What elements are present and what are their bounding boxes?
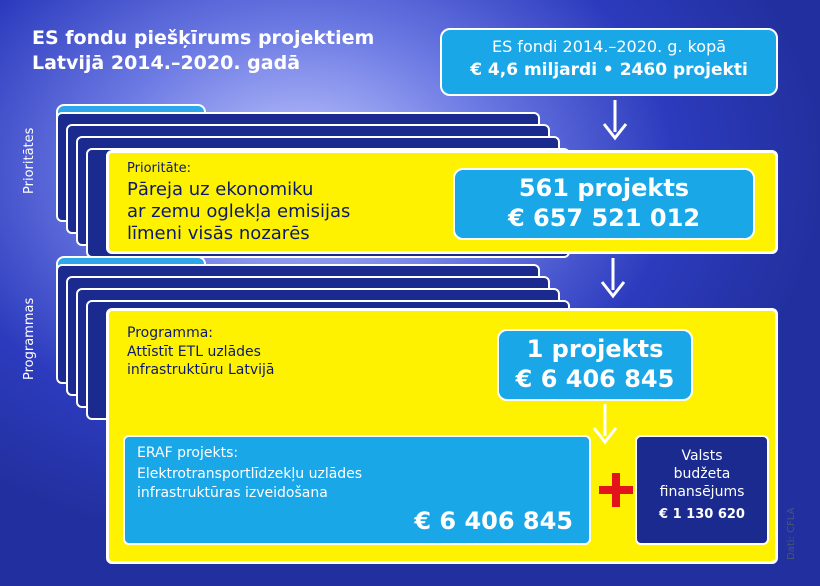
plus-icon — [597, 471, 635, 509]
eraf-amount: € 6 406 845 — [414, 507, 573, 535]
eraf-label: ERAF projekts: — [137, 445, 239, 461]
total-funds-label: ES fondi 2014.–2020. g. kopā — [491, 37, 727, 56]
eraf-project-box — [123, 435, 591, 545]
side-label-programmes: Programmas — [22, 297, 37, 380]
priority-name-line-1: Pāreja uz ekonomiku — [127, 179, 314, 200]
state-budget-label — [637, 447, 767, 501]
priority-summary-box — [453, 168, 755, 240]
side-label-priorities: Prioritātes — [22, 127, 37, 194]
state-budget-amount: € 1 130 620 — [659, 507, 745, 522]
priority-amount: € 657 521 012 — [507, 204, 701, 232]
eraf-name-line-1: Elektrotransportlīdzekļu uzlādes — [137, 466, 363, 482]
total-funds-value: € 4,6 miljardi • 2460 projekti — [470, 60, 748, 80]
title-line-1: ES fondu piešķīrums projektiem — [32, 27, 375, 49]
programme-card — [106, 308, 778, 564]
programme-name-line-2: infrastruktūru Latvijā — [127, 362, 275, 378]
arrow-down-icon — [590, 402, 620, 450]
programme-name — [127, 343, 275, 379]
eraf-name-line-2: infrastruktūras izveidošana — [137, 485, 328, 501]
state-budget-line-2: budžeta — [673, 466, 731, 482]
programme-amount: € 6 406 845 — [515, 365, 675, 393]
priority-card — [106, 150, 778, 254]
state-budget-line-1: Valsts — [681, 448, 723, 464]
programme-projects: 1 projekts — [526, 335, 664, 363]
programme-name-line-1: Attīstīt ETL uzlādes — [127, 344, 261, 360]
programme-summary-box — [497, 329, 693, 401]
priority-label: Prioritāte: — [127, 161, 192, 176]
state-budget-line-3: finansējums — [659, 484, 745, 500]
arrow-down-icon — [600, 98, 630, 146]
priority-projects: 561 projekts — [518, 174, 690, 202]
title-line-2: Latvijā 2014.–2020. gadā — [32, 52, 301, 74]
state-budget-box — [635, 435, 769, 545]
total-funds-box — [440, 28, 778, 96]
arrow-down-icon — [598, 256, 628, 304]
programme-label: Programma: — [127, 325, 214, 341]
source-note: Dati: CFLA — [786, 507, 797, 560]
priority-name-line-3: līmeni visās nozarēs — [127, 223, 310, 244]
eraf-name — [137, 465, 362, 503]
priority-name — [127, 179, 350, 245]
priority-name-line-2: ar zemu oglekļa emisijas — [127, 201, 351, 222]
page-title — [32, 26, 374, 76]
